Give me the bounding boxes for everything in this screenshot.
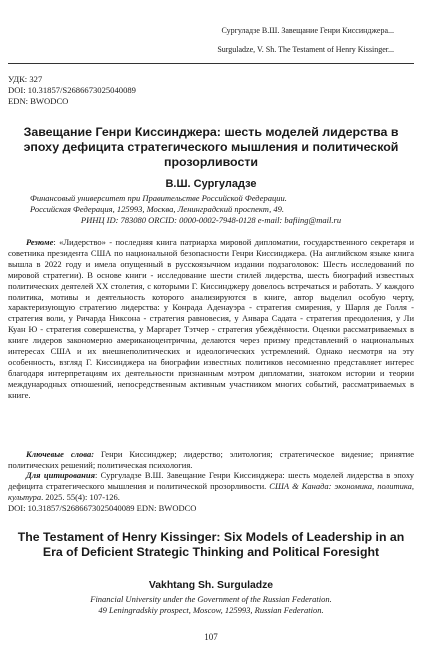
udc-code: УДК: 327	[8, 74, 43, 84]
edn-code: EDN: BWODCO	[8, 95, 69, 106]
keywords-paragraph	[8, 449, 414, 471]
header-rule	[8, 63, 414, 64]
article-title-en: The Testament of Henry Kissinger: Six Models of Leadership in an Era of Deficient Strategic Thinking and Political Foresight	[17, 530, 405, 560]
article-identifiers	[8, 74, 136, 106]
abstract-paragraph	[8, 237, 414, 401]
citation-label: Для цитирования	[26, 470, 95, 480]
citation-doi: DOI: 10.31857/S2686673025040089 EDN: BWODCO	[8, 502, 197, 513]
citation-paragraph	[8, 470, 414, 514]
keywords-text: Генри Киссинджер; лидерство; элитология; стратегическое видение; принятие политических решений; политическая психология.	[8, 449, 414, 470]
doi-code: DOI: 10.31857/S2686673025040089	[8, 84, 136, 95]
affiliation-ru-ids: РИНЦ ID: 783080 ORCID: 0000-0002-7948-0128 e-mail: bafiing@mail.ru	[80, 215, 342, 225]
article-title-ru: Завещание Генри Киссинджера: шесть моделей лидерства в эпоху дефицита стратегического мышления и политической прозорливости	[23, 125, 399, 170]
affiliation-ru-line2: Российская Федерация, 125993, Москва, Ленинградский проспект, 49.	[30, 204, 284, 214]
keywords-label: Ключевые слова:	[26, 449, 95, 459]
citation-issue: . 2025. 55(4): 107-126.	[41, 491, 120, 502]
affiliation-ru-line1: Финансовый университет при Правительстве Российской Федерации.	[30, 193, 287, 203]
citation-text: : Сургуладзе В.Ш. Завещание Генри Киссинджера: шесть моделей лидерства в эпоху дефицита стратегического мышления и политической прозорливости.	[8, 470, 415, 491]
author-name-en: Vakhtang Sh. Surguladze	[148, 580, 274, 591]
affiliation-en-line2: 49 Leningradskiy prospect, Moscow, 125993, Russian Federation.	[98, 605, 324, 615]
running-head-en: Surguladze, V. Sh. The Testament of Henry Kissinger...	[217, 45, 394, 54]
abstract-text: : «Лидерство» - последняя книга патриарха мировой дипломатии, государственного секретаря и советника президента США по национальной безопасности Генри Киссинджера. (На английском языке книга вышла в 2022 году и имела опущенный в русскоязычном издании подзаголовок: Шесть исследований по мировой стратегии). В основе книги - исследование шести стилей лидерства, шесть биографий известных политических деятелей XX столетия, с которыми Г. Киссинджеру довелось встречаться и работать. У каждого политика, мотивы и деятельность которого анализируются в книге, автор выделил особую черту, характеризующую стратегию лидерства: у Конрада Аденауэра - стратегия смирения, у Шарля де Голля - стратегия воли, у Ричарда Никсона - стратегия равновесия, у Анвара Садата - стратегия преодоления, у Ли Куан Ю - стратегия совершенства, у Маргарет Тэтчер - стратегия убеждённости. Оценки рассматриваемых в книге лидеров закономерно американоцентричны, делаются через призму представлений о национальных интересах США и их внешнеполитических и идеологических устремлений. Однако несмотря на эту особенность, взгляд Г. Киссинджера на биографии известных политиков несомненно представляет интерес благодаря интерпретациям их деятельности признанным мэтром дипломатии, знатоком истории и теории международных отношений, непосредственным активным участником многих событий, рассматриваемых в книге.	[8, 237, 414, 400]
running-head-ru: Сургуладзе В.Ш. Завещание Генри Киссинджера...	[221, 26, 394, 35]
author-name-ru: В.Ш. Сургуладзе	[165, 178, 257, 190]
abstract-label: Резюме	[26, 237, 54, 247]
citation-journal: США & Канада: экономика, политика, культура	[8, 480, 414, 502]
affiliation-en-line1: Financial University under the Government of the Russian Federation.	[90, 594, 332, 604]
page-number: 107	[204, 632, 218, 642]
affiliation-ru	[30, 193, 392, 226]
affiliation-en	[8, 594, 414, 616]
